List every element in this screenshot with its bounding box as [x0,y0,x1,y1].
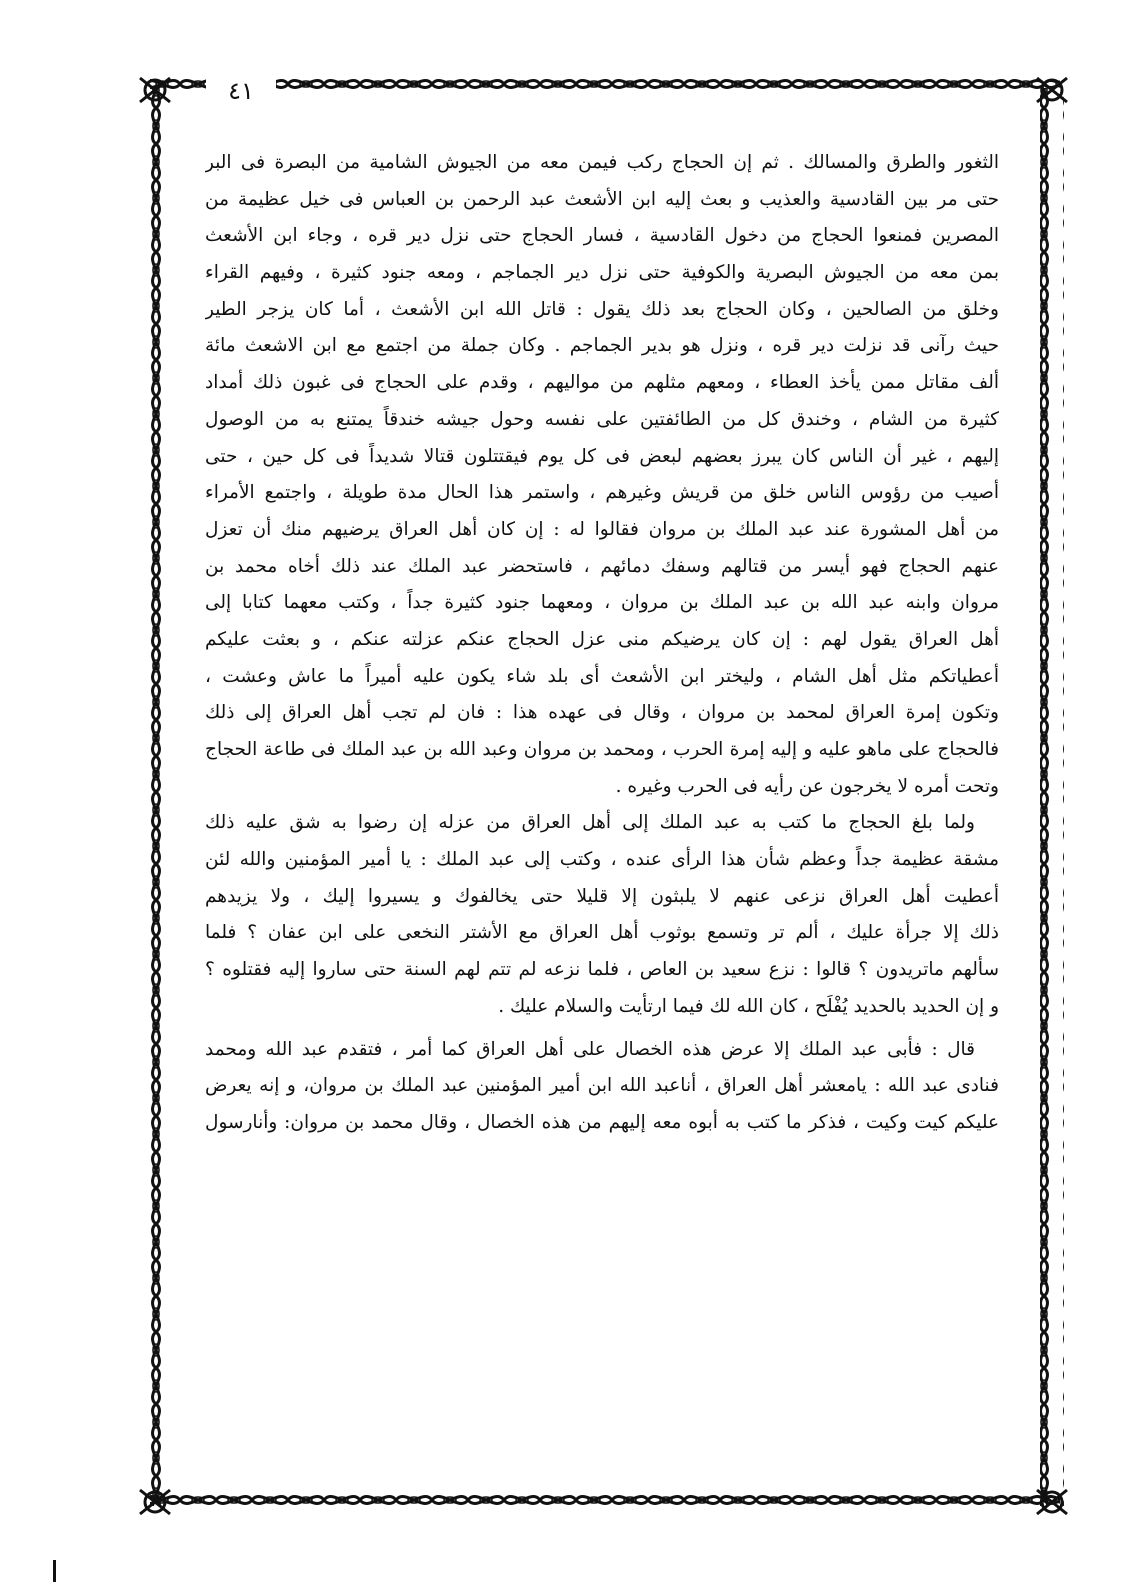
text-line: إليهم ، غير أن الناس كان يبرز بعضهم لبعض فى كل يوم فيقتتلون قتالا شديداً فى كل حين ، حتى [205,445,999,467]
border-top [150,78,1060,102]
text-line: قال : فأبى عبد الملك إلا عرض هذه الخصال على أهل العراق كما أمر ، فتقدم عبد الله ومحمد [205,1038,975,1060]
text-line: أصيب من رؤوس الناس خلق من قريش وغيرهم ، واستمر هذا الحال مدة طويلة ، واجتمع الأمراء [205,482,999,504]
border-left [143,88,167,1506]
text-line: وخلق من الصالحين ، وكان الحجاج بعد ذلك يقول : قاتل الله ابن الأشعث ، أما كان يزجر الطير [205,298,999,320]
text-line: المصرين فمنعوا الحجاج من دخول القادسية ، فسار الحجاج حتى نزل دير قره ، وجاء ابن الأشعث [205,225,999,247]
page-number: ٤١ [206,74,276,108]
text-line: كثيرة من الشام ، وخندق كل من الطائفتين على نفسه وحول جيشه خندقاً يمتنع به من الوصول [205,408,999,430]
text-line: أعطياتكم مثل أهل الشام ، وليختر ابن الأشعث أى بلد شاء يكون عليه أميراً ما عاش وعشت ، [205,665,999,687]
text-line: حيث رآنى قد نزلت دير قره ، ونزل هو بدير الجماجم . وكان جملة من اجتمع مع ابن الاشعث مائة [205,335,999,357]
text-line: و إن الحديد بالحديد يُفْلَح ، كان الله لك فيما ارتأيت والسلام عليك . [498,995,999,1017]
text-line: عليكم كيت وكيت ، فذكر ما كتب به أبوه معه إليهم من هذه الخصال ، وقال محمد بن مروان: وأنارسول [205,1111,999,1133]
text-line: أعطيت أهل العراق نزعى عنهم لا يلبثون إلا قليلا حتى يخالفوك و يسيروا إليك ، ولا يزيدهم [205,885,999,907]
text-line: عنهم الحجاج فهو أيسر من قتالهم وسفك دمائهم ، فاستحضر عبد الملك عند ذلك أخاه محمد بن [205,555,999,577]
border-right [1040,88,1064,1506]
text-line: ولما بلغ الحجاج ما كتب به عبد الملك إلى أهل العراق من عزله إن رضوا به شق عليه ذلك [205,812,975,834]
paragraph-1 [205,145,999,805]
text-line: ذلك إلا جرأة عليك ، ألم تر وتسمع بوثوب أهل العراق مع الأشتر النخعى على ابن عفان ؟ فلما [205,922,999,944]
text-line: مروان وابنه عبد الله بن عبد الملك بن مروان ، ومعهما جنود كثيرة جداً ، وكتب معهما كتابا إلى [205,592,999,614]
text-line: مشقة عظيمة جداً وعظم شأن هذا الرأى عنده ، وكتب إلى عبد الملك : يا أمير المؤمنين والله لئن [205,849,999,871]
text-line: حتى مر بين القادسية والعذيب و بعث إليه ابن الأشعث عبد الرحمن بن العباس فى خيل عظيمة من [205,188,999,210]
text-line: الثغور والطرق والمسالك . ثم إن الحجاج ركب فيمن معه من الجيوش الشامية من البصرة فى البر [205,152,999,173]
text-line: من أهل المشورة عند عبد الملك بن مروان فقالوا له : إن كان أهل العراق يرضيهم منك أن تعزل [205,518,999,540]
text-line: وتحت أمره لا يخرجون عن رأيه فى الحرب وغيره . [615,775,999,797]
paragraph-2 [205,805,999,1025]
text-line: سألهم ماتريدون ؟ قالوا : نزع سعيد بن العاص ، فلما نزعه لم تتم لهم السنة حتى ساروا إليه فقتلوه ؟ [205,959,999,981]
scan-edge-mark [53,1560,56,1582]
text-line: وتكون إمرة العراق لمحمد بن مروان ، وقال فى عهده هذا : فان لم تجب أهل العراق إلى ذلك [205,702,999,724]
text-line: ألف مقاتل ممن يأخذ العطاء ، ومعهم مثلهم من مواليهم ، وقدم على الحجاج فى غبون ذلك أمداد [205,372,999,394]
body-text [205,145,999,1345]
text-line: أهل العراق يقول لهم : إن كان يرضيكم منى عزل الحجاج عنكم عزلته عنكم ، و بعثت عليكم [205,628,999,650]
paragraph-3 [205,1032,999,1142]
border-bottom [150,1490,1060,1514]
text-line: فالحجاج على ماهو عليه و إليه إمرة الحرب ، ومحمد بن مروان وعبد الله بن عبد الملك فى طاعة الحجاج [205,739,999,760]
text-line: بمن معه من الجيوش البصرية والكوفية حتى نزل دير الجماجم ، ومعه جنود كثيرة ، وفيهم القراء [205,262,999,284]
text-line: فنادى عبد الله : يامعشر أهل العراق ، أناعبد الله ابن أمير المؤمنين عبد الملك بن مروان، و إنه يعرض [205,1075,999,1097]
